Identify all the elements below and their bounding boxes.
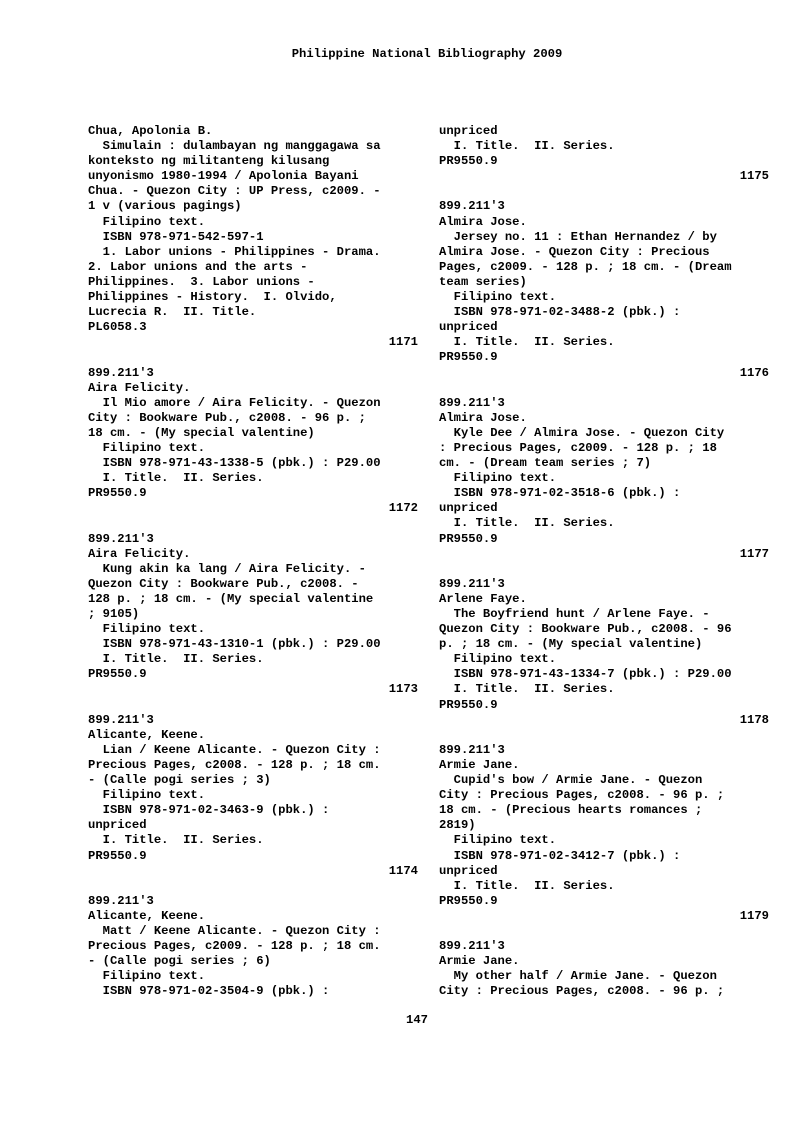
- entry-line: unyonismo 1980-1994 / Apolonia Bayani: [88, 169, 359, 184]
- entry-line: konteksto ng militanteng kilusang: [88, 154, 330, 169]
- entry-line: PR9550.9: [439, 697, 498, 712]
- entry-number: 1172: [388, 501, 418, 516]
- entry-line: unpriced: [439, 863, 498, 878]
- bibliography-entry: [88, 532, 418, 698]
- entry-line: Alicante, Keene.: [88, 727, 206, 742]
- entry-line: Filipino text.: [439, 290, 557, 305]
- entry-line: 899.211'3: [88, 531, 154, 546]
- bibliography-entry: [88, 894, 418, 1000]
- entry-line: Jersey no. 11 : Ethan Hernandez / by: [439, 229, 717, 244]
- entry-line: Il Mio amore / Aira Felicity. - Quezon: [88, 395, 381, 410]
- entry-line: unpriced: [439, 124, 498, 138]
- entry-line: I. Title. II. Series.: [88, 652, 264, 667]
- entry-line: 128 p. ; 18 cm. - (My special valentine: [88, 591, 374, 606]
- entry-line: Armie Jane.: [439, 954, 520, 969]
- entry-spacer: [88, 516, 418, 531]
- entry-line: Lian / Keene Alicante. - Quezon City :: [88, 742, 381, 757]
- entry-line: My other half / Armie Jane. - Quezon: [439, 969, 717, 984]
- entry-line: cm. - (Dream team series ; 7): [439, 456, 652, 471]
- entry-line: ISBN 978-971-43-1310-1 (pbk.) : P29.00: [88, 637, 381, 652]
- entry-line: - (Calle pogi series ; 6): [88, 954, 271, 969]
- entry-line: City : Precious Pages, c2008. - 96 p. ;: [439, 788, 725, 803]
- entry-line: Philippines. 3. Labor unions -: [88, 274, 315, 289]
- entry-line: unpriced: [439, 320, 498, 335]
- entry-line: ISBN 978-971-43-1334-7 (pbk.) : P29.00: [439, 667, 732, 682]
- entry-line: Filipino text.: [439, 652, 557, 667]
- entry-line: Precious Pages, c2008. - 128 p. ; 18 cm.: [88, 757, 381, 772]
- entry-line: Filipino text.: [88, 214, 206, 229]
- entry-spacer: [439, 381, 769, 396]
- entry-spacer: [439, 562, 769, 577]
- entry-line: 899.211'3: [88, 365, 154, 380]
- entry-line: Almira Jose. - Quezon City : Precious: [439, 244, 710, 259]
- entry-line: Filipino text.: [88, 622, 206, 637]
- entry-line: Philippines - History. I. Olvido,: [88, 290, 337, 305]
- bibliography-entry: [439, 939, 769, 999]
- entry-line: Arlene Faye.: [439, 591, 527, 606]
- entry-line: PR9550.9: [439, 893, 498, 908]
- entry-line: unpriced: [88, 818, 147, 833]
- bibliography-entry: [439, 577, 769, 728]
- entry-line: team series): [439, 274, 527, 289]
- entry-line: Quezon City : Bookware Pub., c2008. -: [88, 576, 359, 591]
- entry-line: Filipino text.: [439, 833, 557, 848]
- entry-line: Aira Felicity.: [88, 546, 191, 561]
- entry-line: PR9550.9: [439, 350, 498, 365]
- entry-line: : Precious Pages, c2009. - 128 p. ; 18: [439, 440, 717, 455]
- entry-number: 1173: [388, 682, 418, 697]
- bibliography-entry: [439, 199, 769, 380]
- page-number: 147: [406, 1013, 428, 1027]
- entry-line: I. Title. II. Series.: [439, 335, 615, 350]
- entry-spacer: [439, 728, 769, 743]
- entry-line: 899.211'3: [88, 712, 154, 727]
- entry-line: PR9550.9: [88, 486, 147, 501]
- entry-line: ; 9105): [88, 607, 140, 621]
- entry-line: ISBN 978-971-02-3463-9 (pbk.) :: [88, 803, 330, 818]
- entry-line: PR9550.9: [439, 531, 498, 546]
- entry-line: I. Title. II. Series.: [88, 833, 264, 848]
- entry-line: Filipino text.: [88, 969, 206, 984]
- entry-line: ISBN 978-971-02-3518-6 (pbk.) :: [439, 486, 681, 501]
- entry-line: 1. Labor unions - Philippines - Drama.: [88, 244, 381, 259]
- page-header: [0, 47, 794, 62]
- entry-line: Chua, Apolonia B.: [88, 124, 213, 138]
- entry-line: Lucrecia R. II. Title.: [88, 305, 257, 320]
- entry-line: Filipino text.: [88, 788, 206, 803]
- entry-spacer: [439, 184, 769, 199]
- entry-line: I. Title. II. Series.: [439, 878, 615, 893]
- entry-line: Filipino text.: [439, 471, 557, 486]
- entry-line: p. ; 18 cm. - (My special valentine): [439, 637, 703, 652]
- bibliography-entry: [88, 124, 418, 350]
- entry-line: PR9550.9: [88, 667, 147, 682]
- entry-line: Almira Jose.: [439, 214, 527, 229]
- entry-line: I. Title. II. Series.: [88, 471, 264, 486]
- entry-line: 2819): [439, 818, 476, 833]
- entry-line: 899.211'3: [439, 199, 505, 214]
- entry-line: ISBN 978-971-542-597-1: [88, 229, 264, 244]
- left-column: [88, 124, 418, 999]
- entry-line: 1 v (various pagings): [88, 199, 242, 214]
- entry-line: I. Title. II. Series.: [439, 139, 615, 154]
- entry-line: Pages, c2009. - 128 p. ; 18 cm. - (Dream: [439, 259, 732, 274]
- entry-line: Filipino text.: [88, 440, 206, 455]
- entry-line: Quezon City : Bookware Pub., c2008. - 96: [439, 622, 732, 637]
- entry-line: City : Bookware Pub., c2008. - 96 p. ;: [88, 410, 366, 425]
- bibliography-entry: [439, 396, 769, 562]
- entry-line: unpriced: [439, 501, 498, 516]
- entry-line: ISBN 978-971-02-3488-2 (pbk.) :: [439, 305, 681, 320]
- bibliography-entry: [439, 124, 769, 184]
- entry-line: 18 cm. - (My special valentine): [88, 425, 315, 440]
- entry-line: The Boyfriend hunt / Arlene Faye. -: [439, 607, 710, 621]
- entry-number: 1177: [739, 546, 769, 561]
- entry-line: Aira Felicity.: [88, 380, 191, 395]
- entry-line: Armie Jane.: [439, 757, 520, 772]
- entry-number: 1178: [739, 712, 769, 727]
- entry-line: Simulain : dulambayan ng manggagawa sa: [88, 139, 381, 154]
- entry-line: ISBN 978-971-02-3412-7 (pbk.) :: [439, 848, 681, 863]
- entry-number: 1175: [739, 169, 769, 184]
- entry-line: Matt / Keene Alicante. - Quezon City :: [88, 923, 381, 938]
- entry-line: ISBN 978-971-02-3504-9 (pbk.) :: [88, 984, 330, 999]
- entry-line: 899.211'3: [439, 395, 505, 410]
- entry-line: ISBN 978-971-43-1338-5 (pbk.) : P29.00: [88, 456, 381, 471]
- entry-spacer: [439, 924, 769, 939]
- entry-line: I. Title. II. Series.: [439, 516, 615, 531]
- bibliography-title: Philippine National Bibliography 2009: [291, 47, 563, 61]
- right-column: [439, 124, 769, 999]
- entry-line: Alicante, Keene.: [88, 908, 206, 923]
- entry-line: Almira Jose.: [439, 410, 527, 425]
- entry-line: PR9550.9: [439, 154, 498, 169]
- entry-line: PL6058.3: [88, 320, 147, 335]
- entry-line: Chua. - Quezon City : UP Press, c2009. -: [88, 184, 381, 199]
- entry-spacer: [88, 698, 418, 713]
- entry-line: Kyle Dee / Almira Jose. - Quezon City: [439, 425, 725, 440]
- entry-line: 2. Labor unions and the arts -: [88, 259, 308, 274]
- entry-line: I. Title. II. Series.: [439, 682, 615, 697]
- entry-line: Precious Pages, c2009. - 128 p. ; 18 cm.: [88, 939, 381, 954]
- entry-line: 899.211'3: [88, 893, 154, 908]
- entry-number: 1179: [739, 908, 769, 923]
- entry-line: Kung akin ka lang / Aira Felicity. -: [88, 561, 366, 576]
- entry-line: 899.211'3: [439, 939, 505, 954]
- entry-spacer: [88, 350, 418, 365]
- entry-line: 899.211'3: [439, 742, 505, 757]
- entry-number: 1174: [388, 863, 418, 878]
- entry-line: PR9550.9: [88, 848, 147, 863]
- entry-spacer: [88, 879, 418, 894]
- bibliography-entry: [88, 713, 418, 879]
- entry-line: - (Calle pogi series ; 3): [88, 773, 271, 788]
- entry-line: 18 cm. - (Precious hearts romances ;: [439, 803, 703, 818]
- bibliography-entry: [439, 743, 769, 924]
- entry-line: 899.211'3: [439, 576, 505, 591]
- bibliography-entry: [88, 366, 418, 517]
- entry-number: 1176: [739, 365, 769, 380]
- entry-line: Cupid's bow / Armie Jane. - Quezon: [439, 773, 703, 788]
- entry-line: City : Precious Pages, c2008. - 96 p. ;: [439, 984, 725, 999]
- entry-number: 1171: [388, 335, 418, 350]
